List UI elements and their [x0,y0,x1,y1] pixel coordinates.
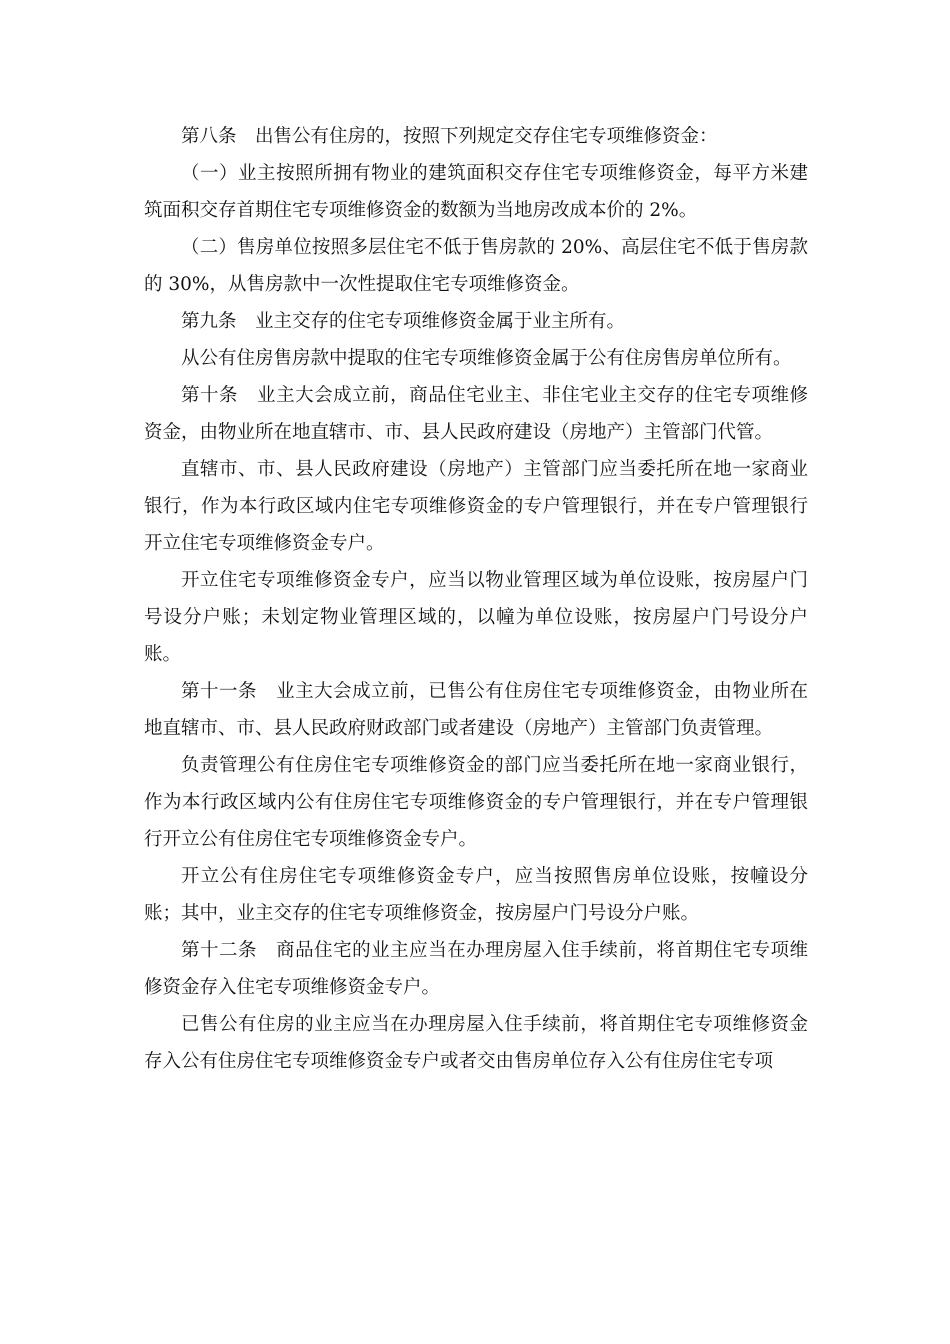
paragraph-article-12-clause-2: 已售公有住房的业主应当在办理房屋入住手续前，将首期住宅专项维修资金存入公有住房住宅专项维修资金专户或者交由售房单位存入公有住房住宅专项 [144,1014,808,1072]
paragraph-article-9: 第九条 业主交存的住宅专项维修资金属于业主所有。 [181,311,626,332]
paragraph-article-10-clause-3: 开立住宅专项维修资金专户，应当以物业管理区域为单位设账，按房屋户门号设分户账；未划定物业管理区域的，以幢为单位设账，按房屋户门号设分户账。 [144,570,808,665]
paragraph-article-11-clause-3: 开立公有住房住宅专项维修资金专户，应当按照售房单位设账，按幢设分账；其中，业主交存的住宅专项维修资金，按房屋户门号设分户账。 [144,866,808,924]
paragraph-article-9-clause-2: 从公有住房售房款中提取的住宅专项维修资金属于公有住房售房单位所有。 [181,348,792,369]
paragraph-article-10-clause-2: 直辖市、市、县人民政府建设（房地产）主管部门应当委托所在地一家商业银行，作为本行政区域内住宅专项维修资金的专户管理银行，并在专户管理银行开立住宅专项维修资金专户。 [144,459,808,554]
paragraph-article-8: 第八条 出售公有住房的，按照下列规定交存住宅专项维修资金： [181,126,718,147]
paragraph-article-11-clause-2: 负责管理公有住房住宅专项维修资金的部门应当委托所在地一家商业银行，作为本行政区域内公有住房住宅专项维修资金的专户管理银行，并在专户管理银行开立公有住房住宅专项维修资金专户。 [144,755,808,850]
paragraph-article-8-item-2: （二）售房单位按照多层住宅不低于售房款的 20%、高层住宅不低于售房款的 30%，从售房款中一次性提取住宅专项维修资金。 [144,237,808,295]
paragraph-article-10: 第十条 业主大会成立前，商品住宅业主、非住宅业主交存的住宅专项维修资金，由物业所在地直辖市、市、县人民政府建设（房地产）主管部门代管。 [144,385,808,443]
paragraph-article-12: 第十二条 商品住宅的业主应当在办理房屋入住手续前，将首期住宅专项维修资金存入住宅专项维修资金专户。 [144,940,808,998]
paragraph-article-11: 第十一条 业主大会成立前，已售公有住房住宅专项维修资金，由物业所在地直辖市、市、县人民政府财政部门或者建设（房地产）主管部门负责管理。 [144,681,808,739]
paragraph-article-8-item-1: （一）业主按照所拥有物业的建筑面积交存住宅专项维修资金，每平方米建筑面积交存首期住宅专项维修资金的数额为当地房改成本价的 2%。 [144,163,808,221]
document-body [144,118,808,1080]
